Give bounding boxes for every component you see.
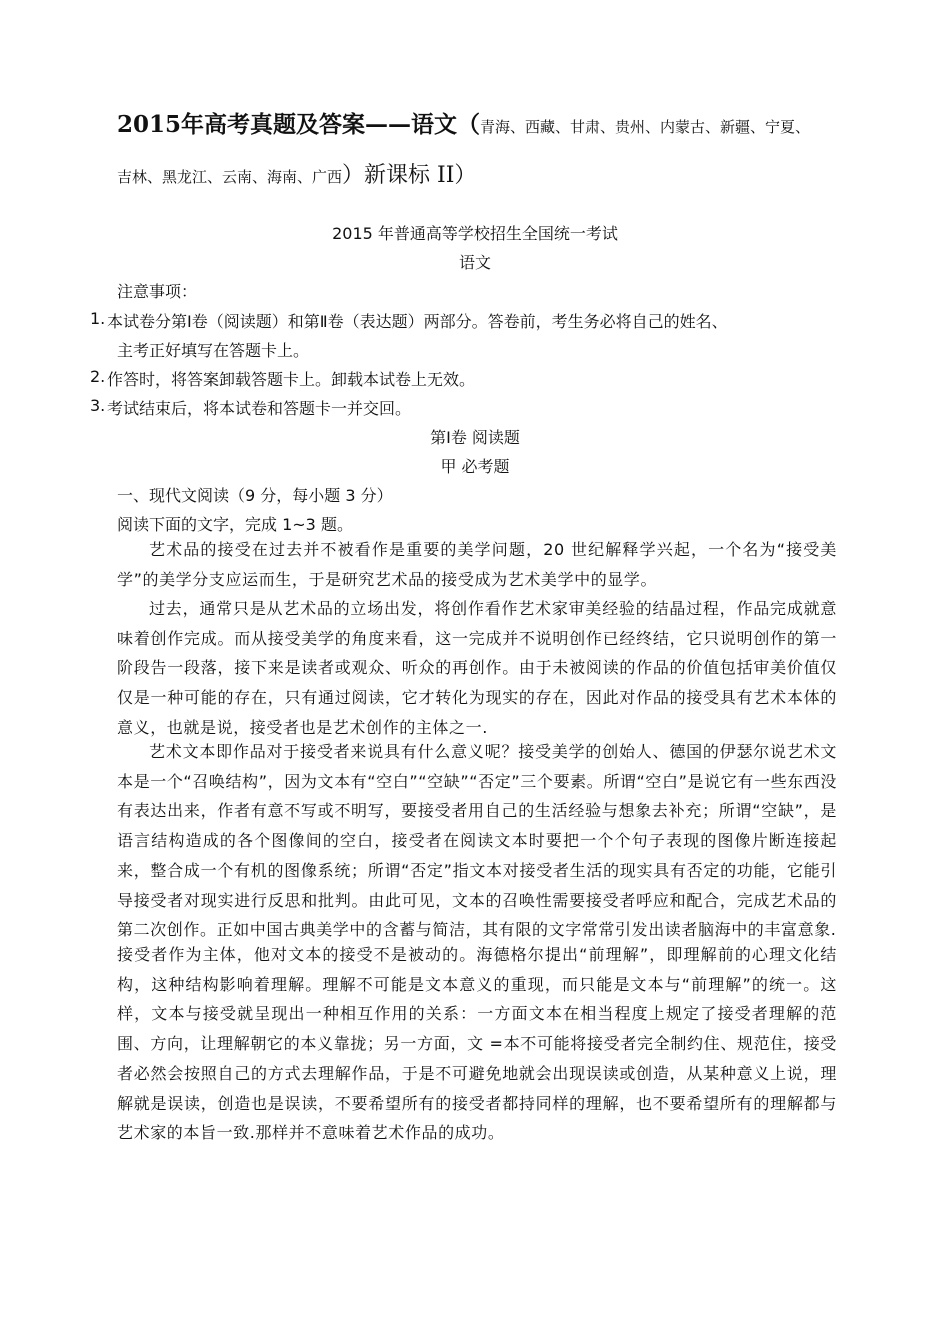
title-suffix: ）新课标 II） (342, 163, 477, 188)
title-regions-line1: 青海、西藏、甘肃、贵州、内蒙古、新疆、宁夏、 (480, 118, 811, 136)
reading-instruction: 阅读下面的文字，完成 1~3 题。 (117, 515, 353, 534)
document-title-continued (117, 158, 877, 189)
paragraph-3: 艺术文本即作品对于接受者来说具有什么意义呢？接受美学的创始人、德国的伊瑟尔说艺术文本是一个“召唤结构”，因为文本有“空白”“空缺”“否定”三个要素。所谓“空白”是说它有一些东西没有表达出来，作者有意不写或不明写，要接受者用自己的生活经验与想象去补充；所谓“空缺”，是语言结构造成的各个图像间的空白，接受者在阅读文本时要把一个个句子表现的图像片断连接起来，整合成一个有机的图像系统；所谓“否定”指文本对接受者生活的现实具有否定的功能，它能引导接受者对现实进行反思和批判。由此可见，文本的召唤性需要接受者呼应和配合，完成艺术品的第二次创作。正如中国古典美学中的含蓄与简洁，其有限的文字常常引发出读者脑海中的丰富意象. (117, 742, 837, 940)
paragraph-1: 艺术品的接受在过去并不被看作是重要的美学问题，20 世纪解释学兴起，一个名为“接受美学”的美学分支应运而生，于是研究艺术品的接受成为艺术美学中的显学。 (117, 540, 837, 589)
volume-heading: 第Ⅰ卷 阅读题 (430, 428, 520, 447)
paragraph-2: 过去，通常只是从艺术品的立场出发，将创作看作艺术家审美经验的结晶过程，作品完成就意味着创作完成。而从接受美学的角度来看，这一完成并不说明创作已经终结，它只说明创作的第一阶段告一段落，接下来是读者或观众、听众的再创作。由于未被阅读的作品的价值包括审美价值仅仅是一种可能的存在，只有通过阅读，它才转化为现实的存在，因此对作品的接受具有艺术本体的意义，也就是说，接受者也是艺术创作的主体之一. (117, 599, 837, 737)
notice-item-1-number: 1. (90, 309, 106, 328)
notice-item-3-number: 3. (90, 396, 106, 415)
notice-item-1-text: 本试卷分第Ⅰ卷（阅读题）和第Ⅱ卷（表达题）两部分。答卷前，考生务必将自己的姓名、 (107, 312, 728, 331)
paragraph-4: 接受者作为主体，他对文本的接受不是被动的。海德格尔提出“前理解”，即理解前的心理文化结构，这种结构影响着理解。理解不可能是文本意义的重现，而只能是文本与“前理解”的统一。这样，文本与接受就呈现出一种相互作用的关系：一方面文本在相当程度上规定了接受者理解的范围、方向，让理解朝它的本义靠拢；另一方面，文 =本不可能将接受者完全制约住、规范住，接受者必然会按照自己的方式去理解作品，于是不可避免地就会出现误读或创造，从某种意义上说，理解就是误读，创造也是误读，不要希望所有的接受者都持同样的理解，也不要希望所有的理解都与艺术家的本旨一致.那样并不意味着艺术作品的成功。 (117, 945, 837, 1143)
question-heading: 一、现代文阅读（9 分，每小题 3 分） (117, 486, 393, 505)
document-title (117, 106, 877, 139)
title-regions-line2: 吉林、黑龙江、云南、海南、广西 (117, 168, 343, 186)
notice-item-3-text: 考试结束后，将本试卷和答题卡一并交回。 (107, 399, 412, 418)
exam-name: 2015 年普通高等学校招生全国统一考试 (332, 224, 618, 243)
notice-item-2-text: 作答时，将答案卸载答题卡上。卸载本试卷上无效。 (107, 370, 476, 389)
exam-subject: 语文 (458, 253, 491, 272)
notice-item-1-text-cont: 主考正好填写在答题卡上。 (117, 341, 310, 360)
notice-item-2-number: 2. (90, 367, 106, 386)
title-main: 2015年高考真题及答案——语文（ (117, 111, 481, 138)
part-heading: 甲 必考题 (440, 457, 510, 476)
notice-heading: 注意事项： (117, 282, 198, 301)
